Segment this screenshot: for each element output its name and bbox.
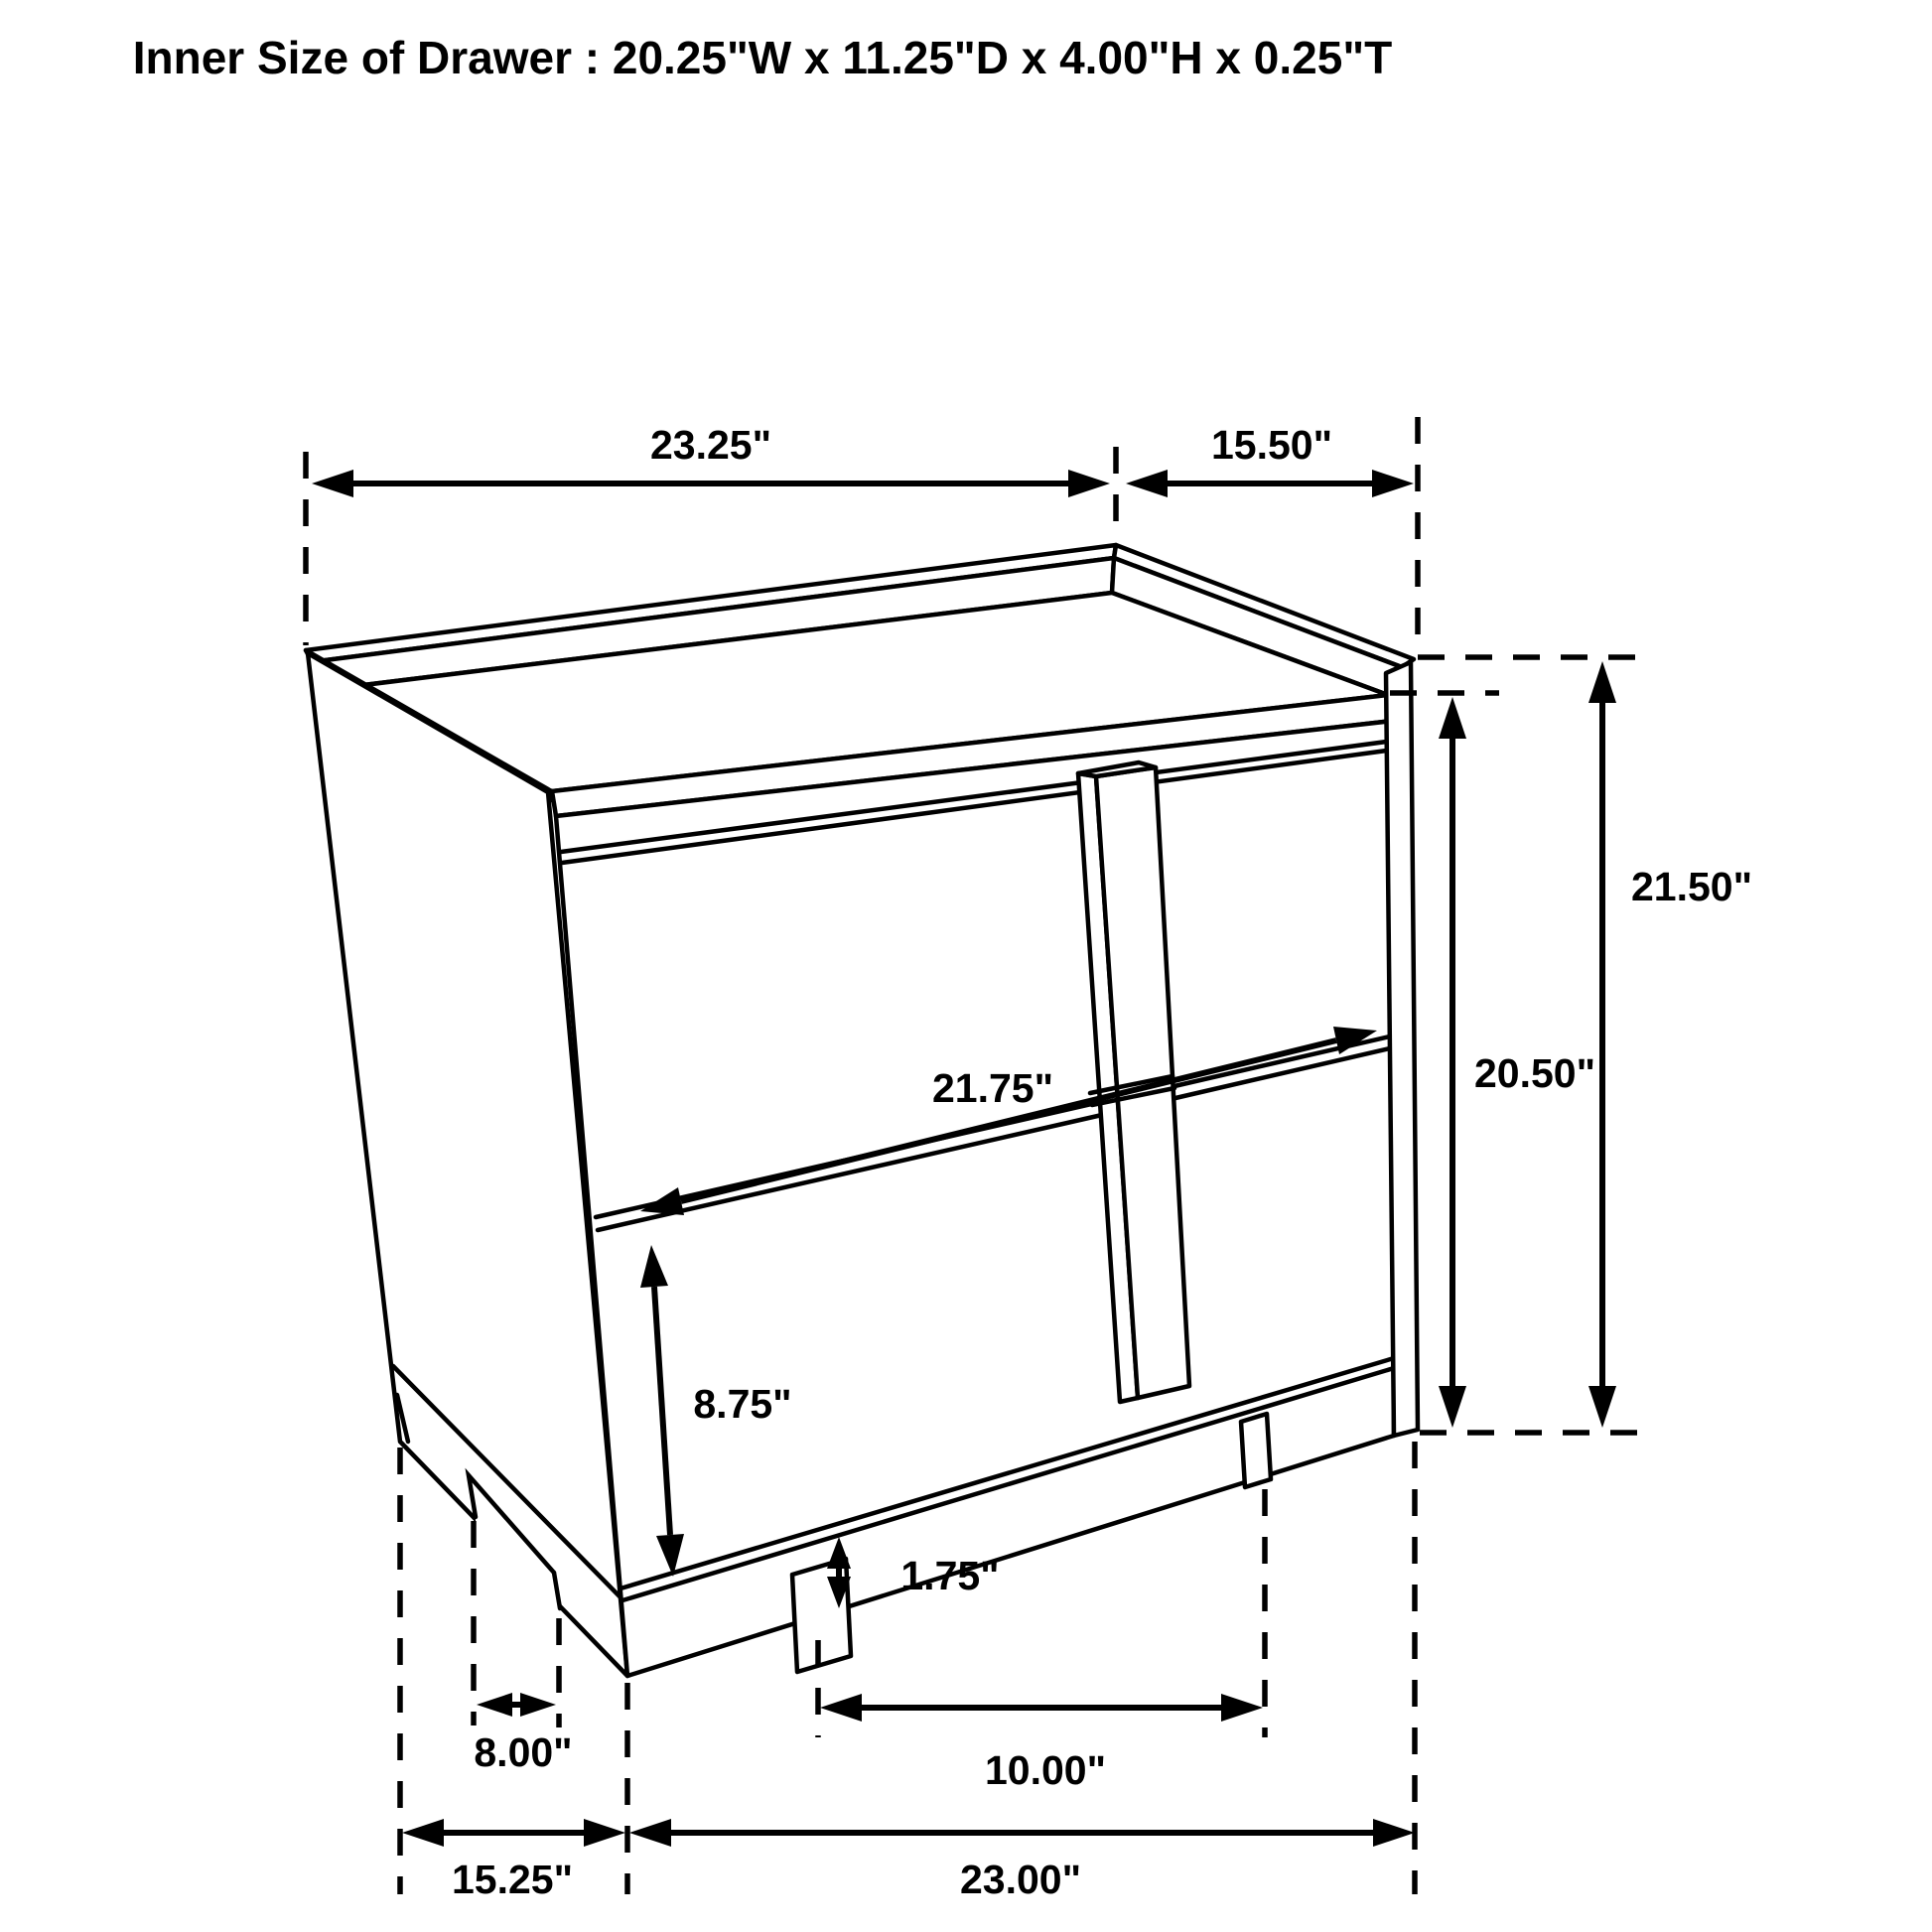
right-side-sliver <box>1386 662 1418 1436</box>
dim-top-width <box>312 422 1110 497</box>
dim-drawer-width-label: 21.75" <box>931 1065 1054 1111</box>
dim-top-depth-label: 15.50" <box>1210 422 1333 468</box>
dim-base-depth-label: 15.25" <box>451 1857 574 1902</box>
dim-overall-height <box>1588 661 1752 1428</box>
dim-drawer-height-label: 8.75" <box>693 1381 792 1427</box>
front-right-leg <box>1241 1414 1271 1487</box>
dim-base-height-label: 1.75" <box>900 1553 1000 1598</box>
dim-top-width-label: 23.25" <box>649 422 772 468</box>
dim-front-leg-spacing <box>820 1694 1263 1793</box>
dim-case-height <box>1439 697 1595 1428</box>
nightstand-drawing <box>306 545 1418 1688</box>
front-center-leg <box>792 1559 851 1672</box>
dim-base-depth <box>402 1819 625 1902</box>
dim-case-height-label: 20.50" <box>1473 1050 1596 1096</box>
dim-side-leg-spacing-label: 8.00" <box>474 1729 573 1775</box>
dim-overall-height-label: 21.50" <box>1630 864 1753 909</box>
dim-base-width <box>629 1819 1415 1902</box>
diagram-title: Inner Size of Drawer : 20.25"W x 11.25"D x 4.00"H x 0.25"T <box>132 32 1393 83</box>
dim-side-leg-spacing <box>474 1693 572 1775</box>
dim-top-depth <box>1126 422 1414 497</box>
dim-base-width-label: 23.00" <box>959 1857 1082 1902</box>
dim-front-leg-spacing-label: 10.00" <box>984 1747 1107 1793</box>
